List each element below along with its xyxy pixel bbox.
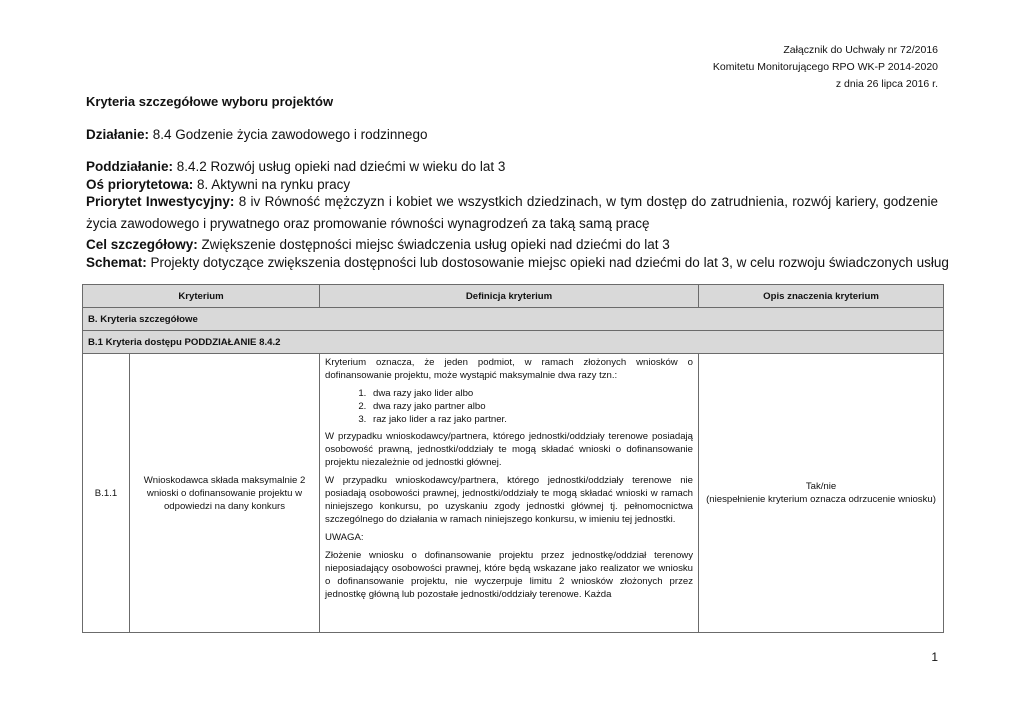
list-item: 2. dwa razy jako partner albo	[369, 400, 693, 413]
criterion-definition	[320, 354, 699, 633]
definition-paragraph-4: Złożenie wniosku o dofinansowanie projektu przez jednostkę/oddział terenowy nieposiadający osobowości prawnej, które będą wskazane jako realizator we wniosku o dofinansowanie projektu, nie wyczerpuje limitu 2 wniosków złożonych przez jednostkę główną lub pozostałe jednostki/oddziały terenowe. Każda	[325, 550, 694, 600]
poddzialanie-line	[86, 158, 505, 175]
description-line-1: Tak/nie	[805, 481, 837, 492]
cel-szczegolowy-line	[86, 236, 670, 253]
dzialanie-label: Działanie:	[86, 127, 150, 142]
document-title: Kryteria szczegółowe wyboru projektów	[86, 94, 334, 109]
schemat-value: Projekty dotyczące zwiększenia dostępności lub dostosowanie miejsc opieki nad dziećmi do lat 3, w celu rozwoju świadczonych usług	[146, 255, 949, 270]
definition-list	[325, 387, 693, 426]
header-kryterium: Kryterium	[83, 285, 320, 308]
description-line-2: (niespełnienie kryterium oznacza odrzucenie wniosku)	[706, 494, 936, 505]
page-number: 1	[931, 650, 938, 664]
annex-line-3: z dnia 26 lipca 2016 r.	[835, 78, 938, 90]
os-value: 8. Aktywni na rynku pracy	[193, 177, 351, 192]
definition-paragraph-2: W przypadku wnioskodawcy/partnera, którego jednostki/oddziały terenowe posiadają osobowość prawną, jednostki/oddziały te mogą składać wnioski o dofinansowanie projektu niezależnie od jednostki głównej.	[325, 431, 694, 468]
header-definicja: Definicja kryterium	[320, 285, 699, 308]
poddzialanie-value: 8.4.2 Rozwój usług opieki nad dziećmi w wieku do lat 3	[173, 159, 506, 174]
dzialanie-value: 8.4 Godzenie życia zawodowego i rodzinnego	[149, 127, 428, 142]
definition-uwaga: UWAGA:	[325, 532, 364, 543]
criterion-id: B.1.1	[83, 354, 130, 633]
priorytet-inwestycyjny	[86, 191, 938, 235]
definition-paragraph-3: W przypadku wnioskodawcy/partnera, którego jednostki/oddziały terenowe nie posiadają osobowości prawnej, jednostki/oddziały te mogą składać wnioski w ramach niniejszego konkursu, po uzyskaniu zgody jednostki głównej tj. pełnomocnictwa szczególnego do działania w ramach niniejszego konkursu, w imieniu tej jednostki.	[325, 475, 694, 525]
schemat-line	[86, 254, 949, 271]
priorytet-value: 8 iv Równość mężczyzn i kobiet we wszystkich dziedzinach, w tym dostęp do zatrudnienia, rozwój kariery, godzenie życia zawodowego i prywatnego oraz promowanie równości wynagrodzeń za taką samą pracę	[86, 194, 938, 231]
annex-line-2: Komitetu Monitorującego RPO WK-P 2014-2020	[712, 61, 938, 73]
annex-line-1: Załącznik do Uchwały nr 72/2016	[783, 44, 938, 56]
section-row-b1	[83, 331, 944, 354]
cel-value: Zwiększenie dostępności miejsc świadczenia usług opieki nad dziećmi do lat 3	[197, 237, 670, 252]
header-opis: Opis znaczenia kryterium	[699, 285, 944, 308]
cel-label: Cel szczegółowy:	[86, 237, 198, 252]
dzialanie-line	[86, 126, 427, 143]
schemat-label: Schemat:	[86, 255, 147, 270]
section-b1-label: B.1 Kryteria dostępu PODDZIAŁANIE 8.4.2	[83, 331, 944, 354]
annex-header	[713, 42, 938, 93]
definition-intro: Kryterium oznacza, że jeden podmiot, w ramach złożonych wniosków o dofinansowanie projektu, może wystąpić maksymalnie dwa razy tzn.:	[325, 357, 694, 381]
criterion-description	[699, 354, 944, 633]
table-header-row	[83, 285, 944, 308]
section-b-label: B. Kryteria szczegółowe	[83, 308, 944, 331]
criteria-table	[82, 284, 944, 633]
list-item: 3. raz jako lider a raz jako partner.	[369, 413, 693, 426]
list-item: 1. dwa razy jako lider albo	[369, 387, 693, 400]
os-label: Oś priorytetowa:	[86, 177, 194, 192]
poddzialanie-label: Poddziałanie:	[86, 159, 174, 174]
table-row	[83, 354, 944, 633]
priorytet-label: Priorytet Inwestycyjny:	[86, 194, 235, 209]
criterion-name: Wnioskodawca składa maksymalnie 2 wnioski o dofinansowanie projektu w odpowiedzi na dany konkurs	[130, 354, 320, 633]
section-row-b	[83, 308, 944, 331]
